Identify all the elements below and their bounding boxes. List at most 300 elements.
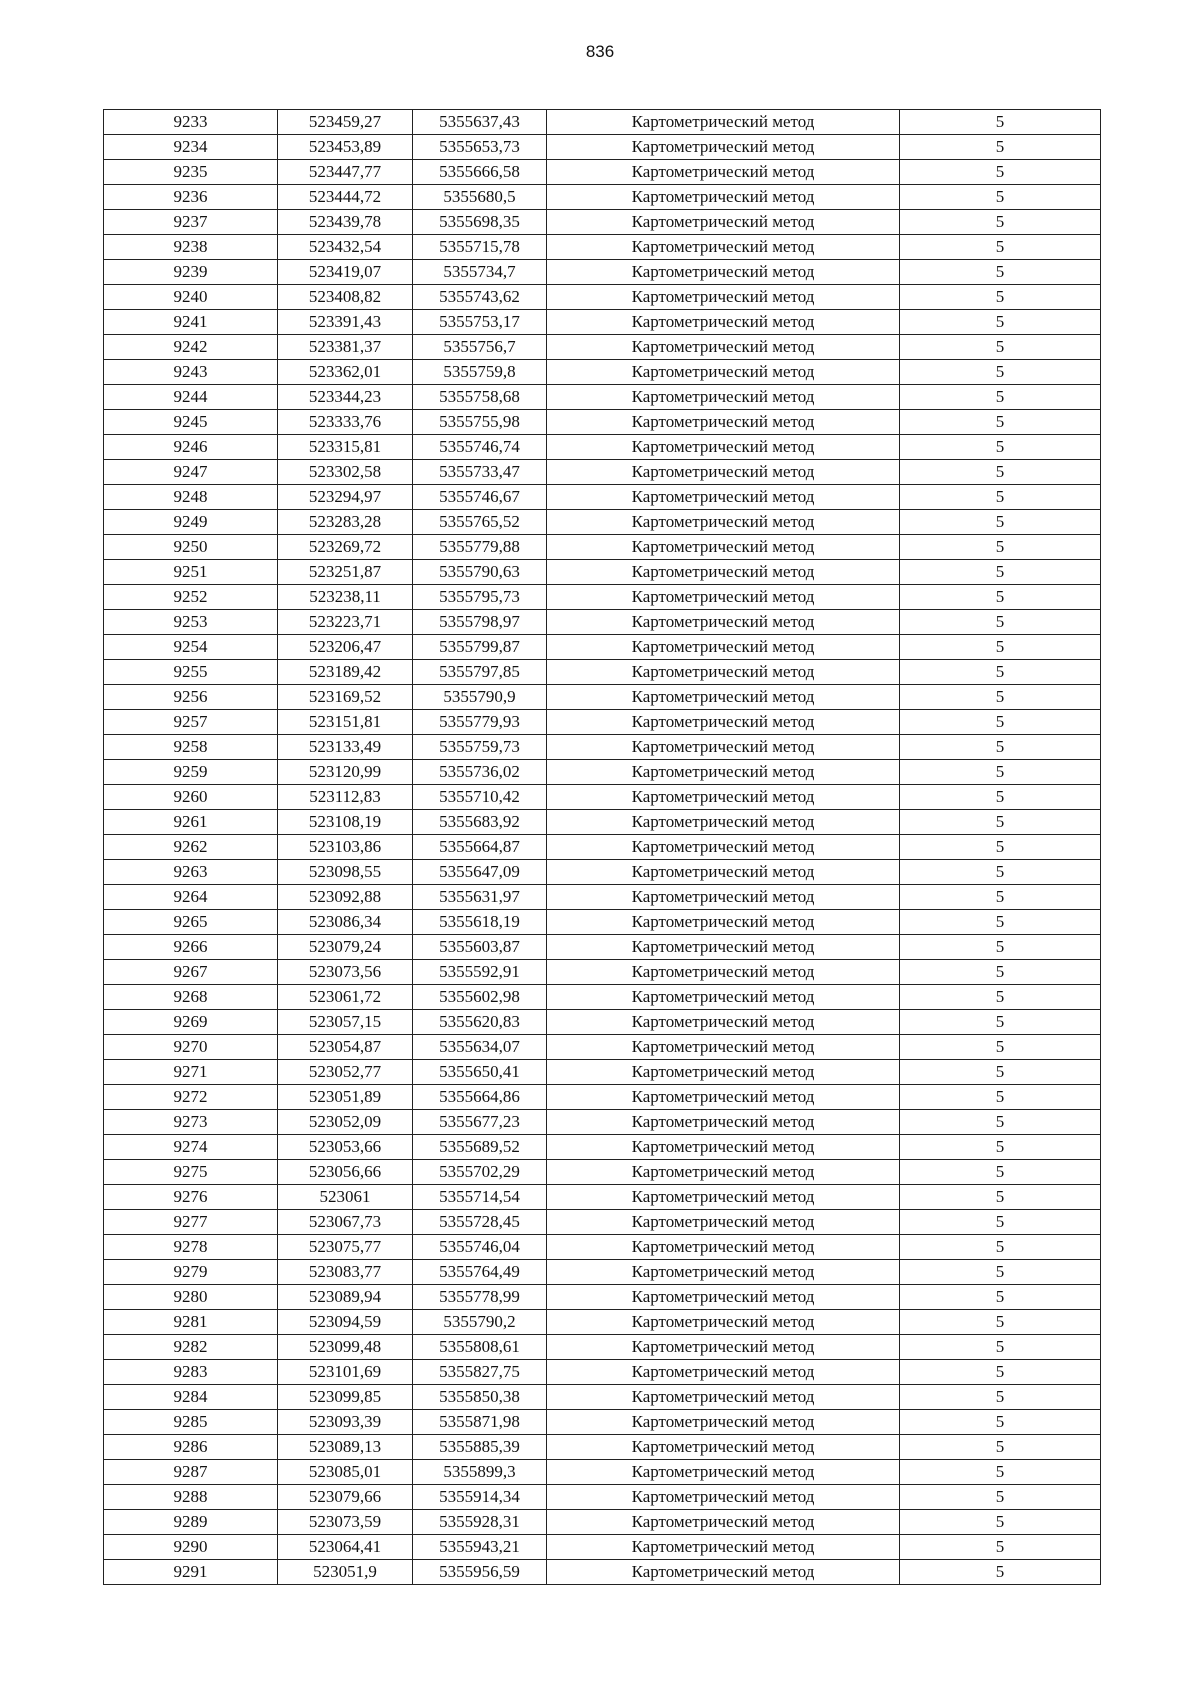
accuracy-cell: 5 xyxy=(900,1460,1101,1485)
y-coordinate-cell: 5355603,87 xyxy=(413,935,547,960)
point-number-cell: 9279 xyxy=(104,1260,278,1285)
method-cell: Картометрический метод xyxy=(547,1185,900,1210)
accuracy-cell: 5 xyxy=(900,1110,1101,1135)
accuracy-cell: 5 xyxy=(900,610,1101,635)
method-cell: Картометрический метод xyxy=(547,585,900,610)
point-number-cell: 9259 xyxy=(104,760,278,785)
x-coordinate-cell: 523094,59 xyxy=(278,1310,413,1335)
point-number-cell: 9269 xyxy=(104,1010,278,1035)
page-number: 836 xyxy=(585,42,615,61)
table-row xyxy=(104,1335,1101,1360)
method-cell: Картометрический метод xyxy=(547,1235,900,1260)
accuracy-cell: 5 xyxy=(900,185,1101,210)
table-row xyxy=(104,835,1101,860)
accuracy-cell: 5 xyxy=(900,510,1101,535)
y-coordinate-cell: 5355759,73 xyxy=(413,735,547,760)
y-coordinate-cell: 5355799,87 xyxy=(413,635,547,660)
y-coordinate-cell: 5355885,39 xyxy=(413,1435,547,1460)
x-coordinate-cell: 523269,72 xyxy=(278,535,413,560)
point-number-cell: 9268 xyxy=(104,985,278,1010)
point-number-cell: 9244 xyxy=(104,385,278,410)
table-row xyxy=(104,1535,1101,1560)
method-cell: Картометрический метод xyxy=(547,1035,900,1060)
x-coordinate-cell: 523315,81 xyxy=(278,435,413,460)
x-coordinate-cell: 523381,37 xyxy=(278,335,413,360)
method-cell: Картометрический метод xyxy=(547,885,900,910)
point-number-cell: 9267 xyxy=(104,960,278,985)
x-coordinate-cell: 523108,19 xyxy=(278,810,413,835)
method-cell: Картометрический метод xyxy=(547,1160,900,1185)
x-coordinate-cell: 523391,43 xyxy=(278,310,413,335)
point-number-cell: 9258 xyxy=(104,735,278,760)
y-coordinate-cell: 5355765,52 xyxy=(413,510,547,535)
table-row xyxy=(104,1385,1101,1410)
x-coordinate-cell: 523302,58 xyxy=(278,460,413,485)
y-coordinate-cell: 5355743,62 xyxy=(413,285,547,310)
point-number-cell: 9234 xyxy=(104,135,278,160)
x-coordinate-cell: 523169,52 xyxy=(278,685,413,710)
table-row xyxy=(104,560,1101,585)
accuracy-cell: 5 xyxy=(900,1360,1101,1385)
method-cell: Картометрический метод xyxy=(547,1210,900,1235)
table-row xyxy=(104,1360,1101,1385)
accuracy-cell: 5 xyxy=(900,535,1101,560)
point-number-cell: 9256 xyxy=(104,685,278,710)
y-coordinate-cell: 5355592,91 xyxy=(413,960,547,985)
point-number-cell: 9285 xyxy=(104,1410,278,1435)
method-cell: Картометрический метод xyxy=(547,785,900,810)
table-row xyxy=(104,210,1101,235)
table-row xyxy=(104,885,1101,910)
y-coordinate-cell: 5355746,04 xyxy=(413,1235,547,1260)
point-number-cell: 9237 xyxy=(104,210,278,235)
y-coordinate-cell: 5355779,88 xyxy=(413,535,547,560)
table-row xyxy=(104,535,1101,560)
table-row xyxy=(104,1310,1101,1335)
accuracy-cell: 5 xyxy=(900,560,1101,585)
y-coordinate-cell: 5355956,59 xyxy=(413,1560,547,1585)
accuracy-cell: 5 xyxy=(900,1260,1101,1285)
table-row xyxy=(104,135,1101,160)
point-number-cell: 9236 xyxy=(104,185,278,210)
table-row xyxy=(104,185,1101,210)
x-coordinate-cell: 523206,47 xyxy=(278,635,413,660)
x-coordinate-cell: 523283,28 xyxy=(278,510,413,535)
x-coordinate-cell: 523052,09 xyxy=(278,1110,413,1135)
point-number-cell: 9287 xyxy=(104,1460,278,1485)
accuracy-cell: 5 xyxy=(900,1435,1101,1460)
point-number-cell: 9253 xyxy=(104,610,278,635)
y-coordinate-cell: 5355779,93 xyxy=(413,710,547,735)
x-coordinate-cell: 523061,72 xyxy=(278,985,413,1010)
x-coordinate-cell: 523073,56 xyxy=(278,960,413,985)
point-number-cell: 9254 xyxy=(104,635,278,660)
method-cell: Картометрический метод xyxy=(547,385,900,410)
y-coordinate-cell: 5355797,85 xyxy=(413,660,547,685)
coordinates-table xyxy=(103,109,1101,1585)
x-coordinate-cell: 523073,59 xyxy=(278,1510,413,1535)
coordinates-table-body xyxy=(104,110,1101,1585)
table-row xyxy=(104,635,1101,660)
point-number-cell: 9241 xyxy=(104,310,278,335)
method-cell: Картометрический метод xyxy=(547,760,900,785)
x-coordinate-cell: 523064,41 xyxy=(278,1535,413,1560)
method-cell: Картометрический метод xyxy=(547,985,900,1010)
y-coordinate-cell: 5355677,23 xyxy=(413,1110,547,1135)
accuracy-cell: 5 xyxy=(900,660,1101,685)
method-cell: Картометрический метод xyxy=(547,1060,900,1085)
method-cell: Картометрический метод xyxy=(547,1460,900,1485)
accuracy-cell: 5 xyxy=(900,1285,1101,1310)
x-coordinate-cell: 523333,76 xyxy=(278,410,413,435)
y-coordinate-cell: 5355650,41 xyxy=(413,1060,547,1085)
table-row xyxy=(104,160,1101,185)
table-row xyxy=(104,335,1101,360)
point-number-cell: 9246 xyxy=(104,435,278,460)
point-number-cell: 9242 xyxy=(104,335,278,360)
accuracy-cell: 5 xyxy=(900,835,1101,860)
accuracy-cell: 5 xyxy=(900,1185,1101,1210)
x-coordinate-cell: 523133,49 xyxy=(278,735,413,760)
y-coordinate-cell: 5355746,74 xyxy=(413,435,547,460)
table-row xyxy=(104,110,1101,135)
method-cell: Картометрический метод xyxy=(547,710,900,735)
method-cell: Картометрический метод xyxy=(547,510,900,535)
table-row xyxy=(104,1510,1101,1535)
x-coordinate-cell: 523101,69 xyxy=(278,1360,413,1385)
x-coordinate-cell: 523189,42 xyxy=(278,660,413,685)
y-coordinate-cell: 5355790,9 xyxy=(413,685,547,710)
y-coordinate-cell: 5355943,21 xyxy=(413,1535,547,1560)
point-number-cell: 9270 xyxy=(104,1035,278,1060)
method-cell: Картометрический метод xyxy=(547,285,900,310)
accuracy-cell: 5 xyxy=(900,310,1101,335)
method-cell: Картометрический метод xyxy=(547,835,900,860)
accuracy-cell: 5 xyxy=(900,935,1101,960)
y-coordinate-cell: 5355759,8 xyxy=(413,360,547,385)
method-cell: Картометрический метод xyxy=(547,1560,900,1585)
x-coordinate-cell: 523089,94 xyxy=(278,1285,413,1310)
point-number-cell: 9238 xyxy=(104,235,278,260)
accuracy-cell: 5 xyxy=(900,485,1101,510)
point-number-cell: 9275 xyxy=(104,1160,278,1185)
point-number-cell: 9264 xyxy=(104,885,278,910)
x-coordinate-cell: 523419,07 xyxy=(278,260,413,285)
y-coordinate-cell: 5355733,47 xyxy=(413,460,547,485)
x-coordinate-cell: 523099,85 xyxy=(278,1385,413,1410)
point-number-cell: 9248 xyxy=(104,485,278,510)
method-cell: Картометрический метод xyxy=(547,560,900,585)
y-coordinate-cell: 5355618,19 xyxy=(413,910,547,935)
method-cell: Картометрический метод xyxy=(547,1535,900,1560)
table-row xyxy=(104,985,1101,1010)
y-coordinate-cell: 5355680,5 xyxy=(413,185,547,210)
x-coordinate-cell: 523061 xyxy=(278,1185,413,1210)
x-coordinate-cell: 523103,86 xyxy=(278,835,413,860)
y-coordinate-cell: 5355871,98 xyxy=(413,1410,547,1435)
table-row xyxy=(104,1185,1101,1210)
accuracy-cell: 5 xyxy=(900,285,1101,310)
method-cell: Картометрический метод xyxy=(547,360,900,385)
method-cell: Картометрический метод xyxy=(547,1485,900,1510)
table-row xyxy=(104,1060,1101,1085)
x-coordinate-cell: 523432,54 xyxy=(278,235,413,260)
point-number-cell: 9251 xyxy=(104,560,278,585)
x-coordinate-cell: 523075,77 xyxy=(278,1235,413,1260)
accuracy-cell: 5 xyxy=(900,410,1101,435)
table-row xyxy=(104,1010,1101,1035)
x-coordinate-cell: 523067,73 xyxy=(278,1210,413,1235)
accuracy-cell: 5 xyxy=(900,760,1101,785)
point-number-cell: 9260 xyxy=(104,785,278,810)
point-number-cell: 9245 xyxy=(104,410,278,435)
method-cell: Картометрический метод xyxy=(547,210,900,235)
accuracy-cell: 5 xyxy=(900,960,1101,985)
y-coordinate-cell: 5355827,75 xyxy=(413,1360,547,1385)
y-coordinate-cell: 5355736,02 xyxy=(413,760,547,785)
point-number-cell: 9289 xyxy=(104,1510,278,1535)
method-cell: Картометрический метод xyxy=(547,910,900,935)
accuracy-cell: 5 xyxy=(900,1235,1101,1260)
method-cell: Картометрический метод xyxy=(547,685,900,710)
point-number-cell: 9280 xyxy=(104,1285,278,1310)
point-number-cell: 9272 xyxy=(104,1085,278,1110)
method-cell: Картометрический метод xyxy=(547,960,900,985)
y-coordinate-cell: 5355764,49 xyxy=(413,1260,547,1285)
point-number-cell: 9266 xyxy=(104,935,278,960)
y-coordinate-cell: 5355899,3 xyxy=(413,1460,547,1485)
point-number-cell: 9250 xyxy=(104,535,278,560)
x-coordinate-cell: 523083,77 xyxy=(278,1260,413,1285)
point-number-cell: 9255 xyxy=(104,660,278,685)
method-cell: Картометрический метод xyxy=(547,1410,900,1435)
x-coordinate-cell: 523223,71 xyxy=(278,610,413,635)
table-row xyxy=(104,710,1101,735)
table-row xyxy=(104,1485,1101,1510)
accuracy-cell: 5 xyxy=(900,1310,1101,1335)
point-number-cell: 9276 xyxy=(104,1185,278,1210)
table-row xyxy=(104,1435,1101,1460)
accuracy-cell: 5 xyxy=(900,1510,1101,1535)
method-cell: Картометрический метод xyxy=(547,410,900,435)
x-coordinate-cell: 523051,9 xyxy=(278,1560,413,1585)
x-coordinate-cell: 523079,66 xyxy=(278,1485,413,1510)
y-coordinate-cell: 5355790,63 xyxy=(413,560,547,585)
x-coordinate-cell: 523051,89 xyxy=(278,1085,413,1110)
point-number-cell: 9278 xyxy=(104,1235,278,1260)
method-cell: Картометрический метод xyxy=(547,1010,900,1035)
x-coordinate-cell: 523120,99 xyxy=(278,760,413,785)
y-coordinate-cell: 5355728,45 xyxy=(413,1210,547,1235)
accuracy-cell: 5 xyxy=(900,1160,1101,1185)
method-cell: Картометрический метод xyxy=(547,810,900,835)
accuracy-cell: 5 xyxy=(900,435,1101,460)
method-cell: Картометрический метод xyxy=(547,660,900,685)
method-cell: Картометрический метод xyxy=(547,310,900,335)
table-row xyxy=(104,810,1101,835)
point-number-cell: 9271 xyxy=(104,1060,278,1085)
table-row xyxy=(104,260,1101,285)
method-cell: Картометрический метод xyxy=(547,610,900,635)
accuracy-cell: 5 xyxy=(900,1335,1101,1360)
table-row xyxy=(104,1035,1101,1060)
method-cell: Картометрический метод xyxy=(547,1260,900,1285)
point-number-cell: 9249 xyxy=(104,510,278,535)
point-number-cell: 9247 xyxy=(104,460,278,485)
point-number-cell: 9235 xyxy=(104,160,278,185)
method-cell: Картометрический метод xyxy=(547,260,900,285)
x-coordinate-cell: 523444,72 xyxy=(278,185,413,210)
method-cell: Картометрический метод xyxy=(547,1110,900,1135)
table-row xyxy=(104,1160,1101,1185)
point-number-cell: 9284 xyxy=(104,1385,278,1410)
accuracy-cell: 5 xyxy=(900,160,1101,185)
accuracy-cell: 5 xyxy=(900,910,1101,935)
method-cell: Картометрический метод xyxy=(547,1360,900,1385)
method-cell: Картометрический метод xyxy=(547,1310,900,1335)
method-cell: Картометрический метод xyxy=(547,1510,900,1535)
accuracy-cell: 5 xyxy=(900,885,1101,910)
table-row xyxy=(104,660,1101,685)
point-number-cell: 9240 xyxy=(104,285,278,310)
y-coordinate-cell: 5355790,2 xyxy=(413,1310,547,1335)
y-coordinate-cell: 5355753,17 xyxy=(413,310,547,335)
x-coordinate-cell: 523056,66 xyxy=(278,1160,413,1185)
table-row xyxy=(104,735,1101,760)
y-coordinate-cell: 5355798,97 xyxy=(413,610,547,635)
accuracy-cell: 5 xyxy=(900,985,1101,1010)
accuracy-cell: 5 xyxy=(900,860,1101,885)
accuracy-cell: 5 xyxy=(900,1485,1101,1510)
point-number-cell: 9257 xyxy=(104,710,278,735)
point-number-cell: 9277 xyxy=(104,1210,278,1235)
y-coordinate-cell: 5355653,73 xyxy=(413,135,547,160)
y-coordinate-cell: 5355689,52 xyxy=(413,1135,547,1160)
method-cell: Картометрический метод xyxy=(547,335,900,360)
table-row xyxy=(104,1560,1101,1585)
x-coordinate-cell: 523054,87 xyxy=(278,1035,413,1060)
y-coordinate-cell: 5355758,68 xyxy=(413,385,547,410)
x-coordinate-cell: 523085,01 xyxy=(278,1460,413,1485)
table-row xyxy=(104,860,1101,885)
y-coordinate-cell: 5355755,98 xyxy=(413,410,547,435)
accuracy-cell: 5 xyxy=(900,685,1101,710)
method-cell: Картометрический метод xyxy=(547,635,900,660)
x-coordinate-cell: 523057,15 xyxy=(278,1010,413,1035)
x-coordinate-cell: 523408,82 xyxy=(278,285,413,310)
x-coordinate-cell: 523151,81 xyxy=(278,710,413,735)
x-coordinate-cell: 523053,66 xyxy=(278,1135,413,1160)
accuracy-cell: 5 xyxy=(900,1060,1101,1085)
accuracy-cell: 5 xyxy=(900,210,1101,235)
point-number-cell: 9265 xyxy=(104,910,278,935)
point-number-cell: 9239 xyxy=(104,260,278,285)
table-row xyxy=(104,460,1101,485)
x-coordinate-cell: 523453,89 xyxy=(278,135,413,160)
method-cell: Картометрический метод xyxy=(547,535,900,560)
point-number-cell: 9288 xyxy=(104,1485,278,1510)
point-number-cell: 9233 xyxy=(104,110,278,135)
y-coordinate-cell: 5355850,38 xyxy=(413,1385,547,1410)
accuracy-cell: 5 xyxy=(900,1560,1101,1585)
x-coordinate-cell: 523052,77 xyxy=(278,1060,413,1085)
table-row xyxy=(104,685,1101,710)
method-cell: Картометрический метод xyxy=(547,1385,900,1410)
table-row xyxy=(104,1210,1101,1235)
y-coordinate-cell: 5355637,43 xyxy=(413,110,547,135)
x-coordinate-cell: 523459,27 xyxy=(278,110,413,135)
x-coordinate-cell: 523439,78 xyxy=(278,210,413,235)
point-number-cell: 9252 xyxy=(104,585,278,610)
accuracy-cell: 5 xyxy=(900,460,1101,485)
point-number-cell: 9261 xyxy=(104,810,278,835)
table-row xyxy=(104,235,1101,260)
x-coordinate-cell: 523079,24 xyxy=(278,935,413,960)
accuracy-cell: 5 xyxy=(900,360,1101,385)
accuracy-cell: 5 xyxy=(900,635,1101,660)
point-number-cell: 9290 xyxy=(104,1535,278,1560)
table-row xyxy=(104,410,1101,435)
accuracy-cell: 5 xyxy=(900,260,1101,285)
accuracy-cell: 5 xyxy=(900,335,1101,360)
x-coordinate-cell: 523294,97 xyxy=(278,485,413,510)
table-row xyxy=(104,785,1101,810)
x-coordinate-cell: 523098,55 xyxy=(278,860,413,885)
y-coordinate-cell: 5355808,61 xyxy=(413,1335,547,1360)
point-number-cell: 9243 xyxy=(104,360,278,385)
x-coordinate-cell: 523112,83 xyxy=(278,785,413,810)
y-coordinate-cell: 5355914,34 xyxy=(413,1485,547,1510)
point-number-cell: 9282 xyxy=(104,1335,278,1360)
accuracy-cell: 5 xyxy=(900,735,1101,760)
table-row xyxy=(104,960,1101,985)
x-coordinate-cell: 523086,34 xyxy=(278,910,413,935)
accuracy-cell: 5 xyxy=(900,385,1101,410)
table-row xyxy=(104,760,1101,785)
table-row xyxy=(104,285,1101,310)
y-coordinate-cell: 5355664,86 xyxy=(413,1085,547,1110)
point-number-cell: 9286 xyxy=(104,1435,278,1460)
x-coordinate-cell: 523092,88 xyxy=(278,885,413,910)
y-coordinate-cell: 5355664,87 xyxy=(413,835,547,860)
y-coordinate-cell: 5355746,67 xyxy=(413,485,547,510)
accuracy-cell: 5 xyxy=(900,785,1101,810)
table-row xyxy=(104,1085,1101,1110)
method-cell: Картометрический метод xyxy=(547,1085,900,1110)
table-row xyxy=(104,585,1101,610)
y-coordinate-cell: 5355702,29 xyxy=(413,1160,547,1185)
table-row xyxy=(104,485,1101,510)
table-row xyxy=(104,385,1101,410)
x-coordinate-cell: 523093,39 xyxy=(278,1410,413,1435)
point-number-cell: 9273 xyxy=(104,1110,278,1135)
table-row xyxy=(104,935,1101,960)
method-cell: Картометрический метод xyxy=(547,1135,900,1160)
point-number-cell: 9262 xyxy=(104,835,278,860)
table-row xyxy=(104,310,1101,335)
point-number-cell: 9291 xyxy=(104,1560,278,1585)
accuracy-cell: 5 xyxy=(900,110,1101,135)
x-coordinate-cell: 523238,11 xyxy=(278,585,413,610)
accuracy-cell: 5 xyxy=(900,1210,1101,1235)
x-coordinate-cell: 523344,23 xyxy=(278,385,413,410)
point-number-cell: 9283 xyxy=(104,1360,278,1385)
method-cell: Картометрический метод xyxy=(547,160,900,185)
table-row xyxy=(104,1235,1101,1260)
y-coordinate-cell: 5355666,58 xyxy=(413,160,547,185)
y-coordinate-cell: 5355698,35 xyxy=(413,210,547,235)
accuracy-cell: 5 xyxy=(900,235,1101,260)
